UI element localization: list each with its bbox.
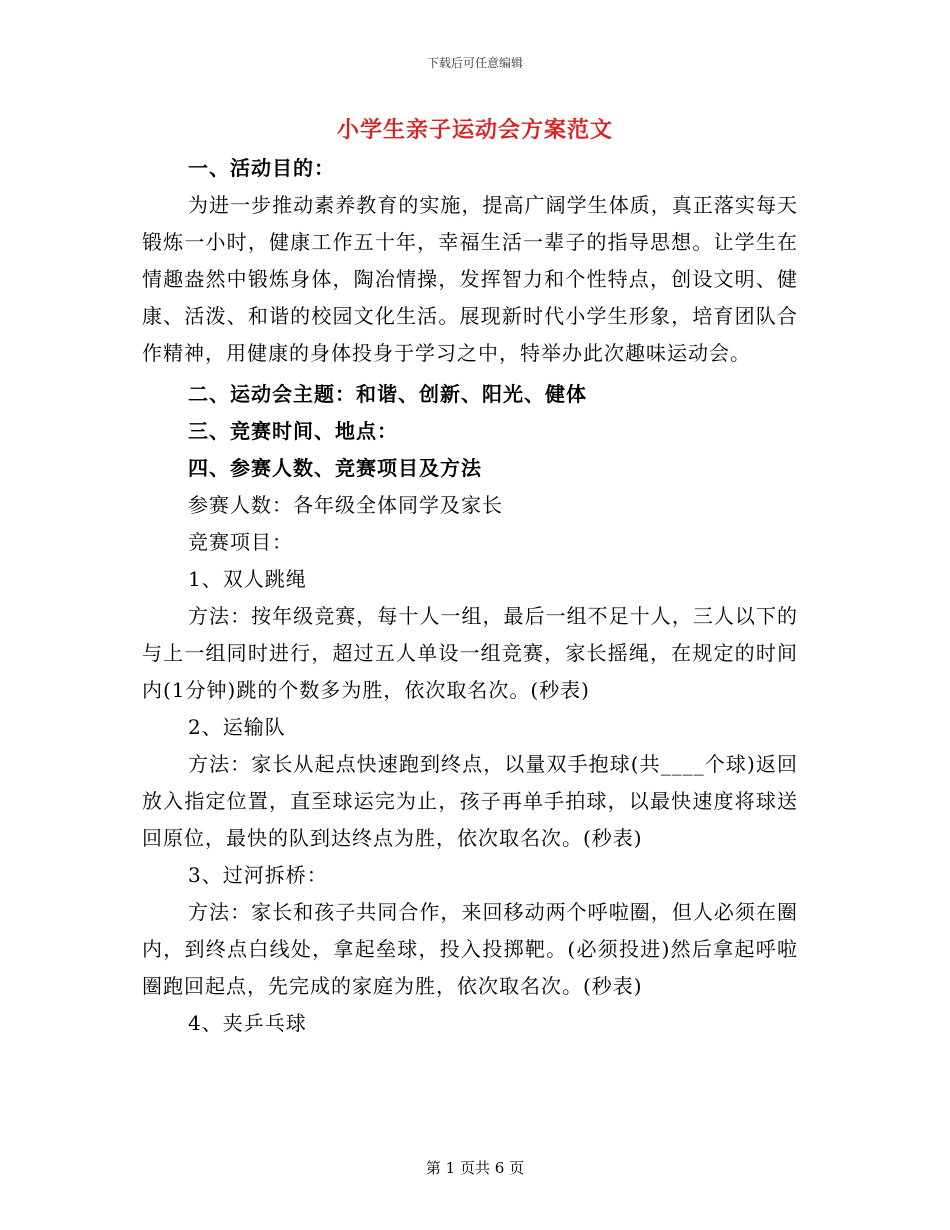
event-4-title: 4、夹乒乓球 <box>188 1011 307 1035</box>
event-1-title: 1、双人跳绳 <box>188 567 307 591</box>
paragraph-purpose: 为进一步推动素养教育的实施，提高广阔学生体质，真正落实每天锻炼一小时，健康工作五十年，幸福生活一辈子的指导思想。让学生在情趣盎然中锻炼身体，陶冶情操，发挥智力和个性特点，创设文明、健康、活泼、和谐的校园文化生活。展现新时代小学生形象，培育团队合作精神，用健康的身体投身于学习之中，特举办此次趣味运动会。 <box>142 193 798 365</box>
heading-theme: 二、运动会主题：和谐、创新、阳光、健体 <box>188 382 587 406</box>
event-2-method: 方法：家长从起点快速跑到终点，以量双手抱球(共____个球)返回放入指定位置，直至球运完为止，孩子再单手拍球，以最快速度将球送回原位，最快的队到达终点为胜，依次取名次。(秒表) <box>142 752 798 850</box>
heading-purpose: 一、活动目的： <box>188 156 335 180</box>
events-label: 竞赛项目： <box>188 530 293 554</box>
event-2-title: 2、运输队 <box>188 715 286 739</box>
document-body <box>142 150 798 1042</box>
page-footer: 第 1 页共 6 页 <box>425 1159 525 1177</box>
heading-time-place: 三、竞赛时间、地点： <box>188 419 398 443</box>
heading-participants-events: 四、参赛人数、竞赛项目及方法 <box>188 456 482 480</box>
event-3-title: 3、过河拆桥： <box>188 863 328 887</box>
event-1-method: 方法：按年级竞赛，每十人一组，最后一组不足十人，三人以下的与上一组同时进行，超过五人单设一组竞赛，家长摇绳，在规定的时间内(1分钟)跳的个数多为胜，依次取名次。(秒表) <box>142 604 798 702</box>
document-title: 小学生亲子运动会方案范文 <box>336 117 613 143</box>
page-header: 下载后可任意编辑 <box>426 56 523 70</box>
participants-text: 参赛人数：各年级全体同学及家长 <box>188 493 503 517</box>
event-3-method: 方法：家长和孩子共同合作，来回移动两个呼啦圈，但人必须在圈内，到终点白线处，拿起垒球，投入投掷靶。(必须投进)然后拿起呼啦圈跑回起点，先完成的家庭为胜，依次取名次。(秒表) <box>142 900 798 998</box>
